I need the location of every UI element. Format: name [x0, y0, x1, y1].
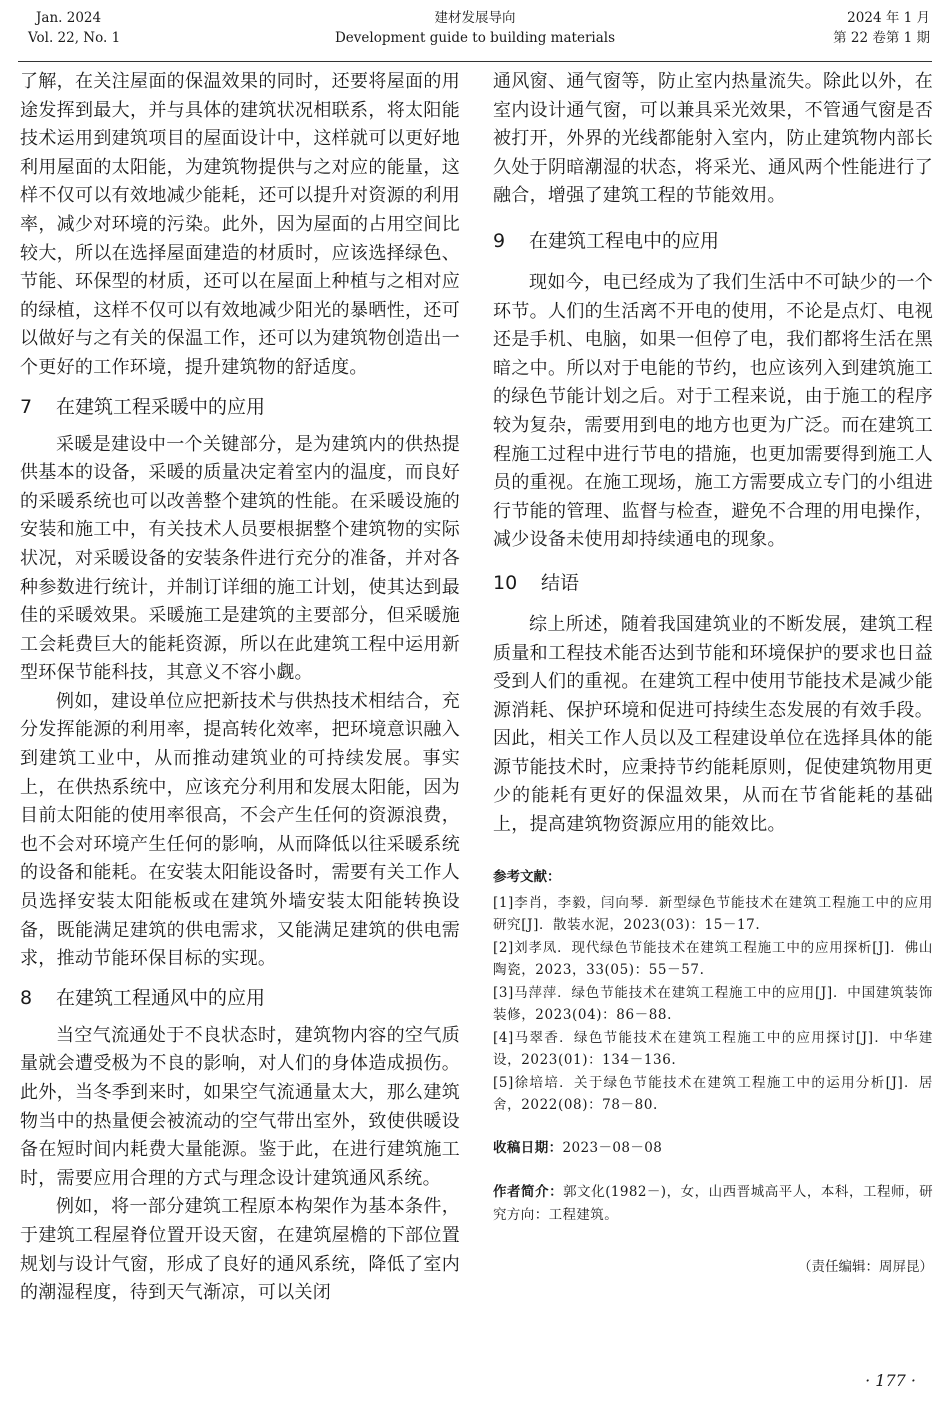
author-bio — [493, 1181, 933, 1226]
continued-paragraph: 通风窗、通气窗等，防止室内热量流失。除此以外，在室内设计通气窗，可以兼具采光效果，不管通气窗是否被打开，外界的光线都能射入室内，防止建筑物内部长久处于阴暗潮湿的状态，将采光、通风两个性能进行了融合，增强了建筑工程的节能效用。 — [493, 71, 933, 207]
header-date-cn: 2024 年 1 月 — [847, 10, 930, 26]
page-header — [0, 0, 950, 62]
section-9-heading — [493, 227, 933, 255]
reference-item: [1]李肖，李毅，闫向琴．新型绿色节能技术在建筑工程施工中的应用研究[J]．散装水泥，2023(03)：15－17. — [493, 894, 933, 934]
section-7-paragraph-1: 采暖是建设中一个关键部分，是为建筑内的供热提供基本的设备，采暖的质量决定着室内的温度，而良好的采暖系统也可以改善整个建筑的性能。在采暖设施的安装和施工中，有关技术人员要根据整个建筑物的实际状况，对采暖设备的安装条件进行充分的准备，并对各种参数进行统计，并制订详细的施工计划，使其达到最佳的采暖效果。采暖施工是建筑的主要部分，但采暖施工会耗费巨大的能耗资源，所以在此建筑工程中运用新型环保节能科技，其意义不容小觑。 — [20, 433, 460, 684]
header-volume-cn: 第 22 卷第 1 期 — [833, 30, 930, 46]
reference-item: [3]马萍萍．绿色节能技术在建筑工程施工中的应用[J]．中国建筑装饰装修，2023(04)：86－88. — [493, 984, 933, 1024]
author-bio-value: 郭文化(1982－)，女，山西晋城高平人，本科，工程师，研究方向：工程建筑。 — [493, 1184, 933, 1223]
header-left — [28, 8, 178, 48]
journal-title-en: Development guide to building materials — [334, 30, 616, 46]
right-column — [493, 68, 933, 1278]
header-date-en: Jan. 2024 — [36, 10, 102, 26]
responsible-editor: （责任编辑：周屏昆） — [798, 1259, 933, 1276]
section-9-title: 在建筑工程电中的应用 — [529, 229, 720, 252]
section-8-paragraph-2: 例如，将一部分建筑工程原本构架作为基本条件，于建筑工程屋脊位置开设天窗，在建筑屋檐的下部位置规划与设计气窗，形成了良好的通风系统，降低了室内的潮湿程度，待到天气渐凉，可以关闭 — [20, 1196, 460, 1304]
section-10-paragraph-1: 综上所述，随着我国建筑业的不断发展，建筑工程质量和工程技术能否达到节能和环境保护的要求也日益受到人们的重视。在建筑工程中使用节能技术是减少能源消耗、保护环境和促进可持续生态发展的有效手段。因此，相关工作人员以及工程建设单位在选择具体的能源节能技术时，应秉持节约能耗原则，促使建筑物用更少的能耗有更好的保温效果，从而在节省能耗的基础上，提高建筑物资源应用的能效比。 — [493, 613, 933, 836]
left-column — [20, 68, 460, 1308]
reference-item: [4]马翠香．绿色节能技术在建筑工程施工中的应用探讨[J]．中华建设，2023(01)：134－136. — [493, 1029, 933, 1069]
section-10-heading — [493, 569, 933, 597]
received-date-label: 收稿日期： — [493, 1139, 563, 1156]
header-center — [300, 8, 650, 48]
received-date — [493, 1137, 933, 1160]
section-8-heading — [20, 984, 460, 1012]
section-7-number: 7 — [20, 395, 33, 418]
section-10-title: 结语 — [541, 571, 580, 594]
reference-item: [5]徐培培．关于绿色节能技术在建筑工程施工中的运用分析[J]．居舍，2022(08)：78－80. — [493, 1074, 933, 1114]
section-9-number: 9 — [493, 229, 506, 252]
header-volume-en: Vol. 22, No. 1 — [28, 30, 121, 46]
author-bio-label: 作者简介： — [493, 1184, 564, 1201]
section-8-title: 在建筑工程通风中的应用 — [56, 986, 266, 1009]
section-10-number: 10 — [493, 571, 518, 594]
section-9-paragraph-1: 现如今，电已经成为了我们生活中不可缺少的一个环节。人们的生活离不开电的使用，不论是点灯、电视还是手机、电脑，如果一但停了电，我们都将生活在黑暗之中。所以对于电能的节约，也应该列入到建筑施工的绿色节能计划之后。对于工程来说，由于施工的程序较为复杂，需要用到电的地方也更为广泛。而在建筑工程施工过程中进行节电的措施，也更加需要得到施工人员的重视。在施工现场，施工方需要成立专门的小组进行节能的管理、监督与检查，避免不合理的用电操作，减少设备未使用却持续通电的现象。 — [493, 271, 933, 551]
header-right — [750, 8, 930, 48]
page-number: · 177 · — [865, 1371, 916, 1390]
header-divider — [18, 61, 932, 62]
journal-title-cn: 建材发展导向 — [434, 10, 516, 26]
received-date-value: 2023－08－08 — [562, 1139, 663, 1156]
section-8-paragraph-1: 当空气流通处于不良状态时，建筑物内容的空气质量就会遭受极为不良的影响，对人们的身体造成损伤。此外，当冬季到来时，如果空气流通量太大，那么建筑物当中的热量便会被流动的空气带出室外，致使供暖设备在短时间内耗费大量能源。鉴于此，在进行建筑施工时，需要应用合理的方式与理念设计建筑通风系统。 — [20, 1024, 460, 1189]
section-7-paragraph-2: 例如，建设单位应把新技术与供热技术相结合，充分发挥能源的利用率，提高转化效率，把环境意识融入到建筑工业中，从而推动建筑业的可持续发展。事实上，在供热系统中，应该充分利用和发展太阳能，因为目前太阳能的使用率很高，不会产生任何的资源浪费，也不会对环境产生任何的影响，从而降低以往采暖系统的设备和能耗。在安装太阳能设备时，需要有关工作人员选择安装太阳能板或在建筑外墙安装太阳能转换设备，既能满足建筑的供电需求，又能满足建筑的供电需求，推动节能环保目标的实现。 — [20, 690, 460, 970]
section-7-title: 在建筑工程采暖中的应用 — [56, 395, 266, 418]
section-7-heading — [20, 393, 460, 421]
intro-paragraph: 了解，在关注屋面的保温效果的同时，还要将屋面的用途发挥到最大，并与具体的建筑状况相联系，将太阳能技术运用到建筑项目的屋面设计中，这样就可以更好地利用屋面的太阳能，为建筑物提供与之对应的能量，这样不仅可以有效地减少能耗，还可以提升对资源的利用率，减少对环境的污染。此外，因为屋面的占用空间比较大，所以在选择屋面建造的材质时，应该选择绿色、节能、环保型的材质，还可以在屋面上种植与之相对应的绿植，这样不仅可以有效地减少阳光的暴晒性，还可以做好与之有关的保温工作，还可以为建筑物创造出一个更好的工作环境，提升建筑物的舒适度。 — [20, 71, 460, 378]
references-title: 参考文献： — [493, 868, 561, 885]
section-8-number: 8 — [20, 986, 33, 1009]
reference-item: [2]刘孝凤．现代绿色节能技术在建筑工程施工中的应用探析[J]．佛山陶瓷，2023，33(05)：55－57. — [493, 939, 933, 979]
